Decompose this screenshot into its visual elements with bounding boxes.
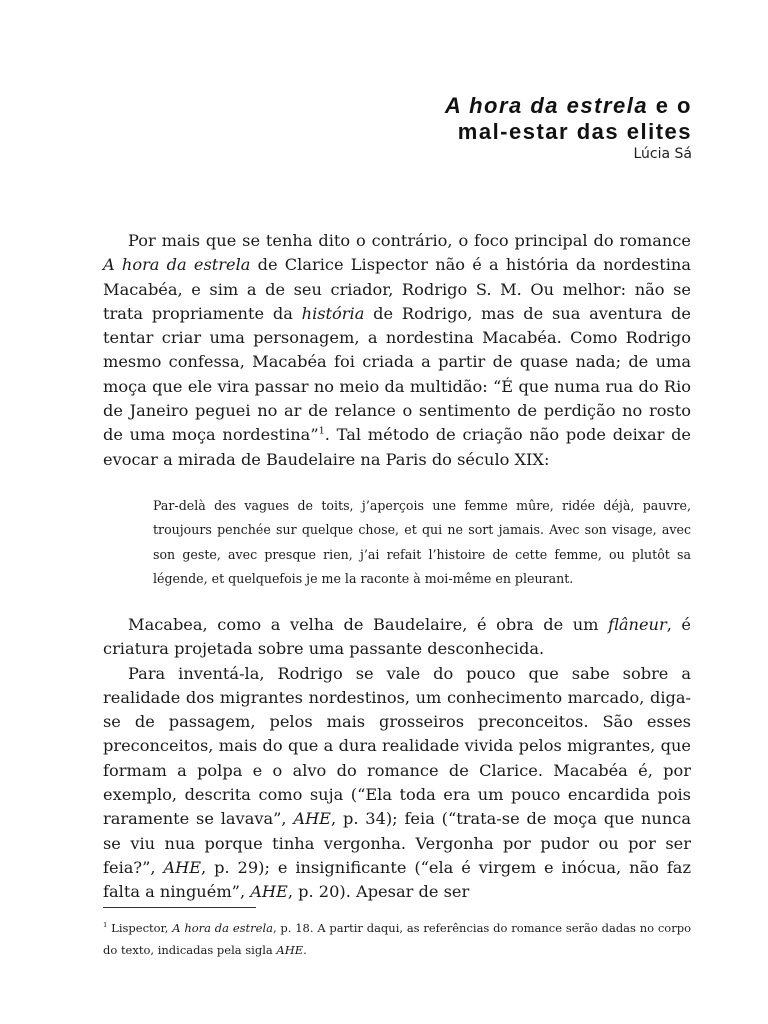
- quote-text: Par-delà des vagues de toits, j’aperçois une femme mûre, ridée déjà, pauvre, troujours penchée sur quelque chose, et qui ne sort jamais. Avec son visage, avec son geste, avec presque rien, j’ai refait l’histoire de cette femme, ou plutôt sa légende, et quelquefois je me la raconte à moi-même en pleurant.: [153, 498, 691, 586]
- text-run: , é criatura projetada sobre uma passante desconhecida.: [103, 615, 692, 659]
- text-run: Para inventá-la, Rodrigo se vale do pouco que sabe sobre a realidade dos migrantes nordestinos, um conhecimento marcado, diga-se de passagem, pelos mais grosseiros preconceitos. São esses preconceitos, mais do que a dura realidade vivida pelos migrantes, que formam a polpa e o alvo do romance de Clarice. Macabéa é, por exemplo, descrita como suja (“Ela toda era um pouco encardida pois raramente se lavava”,: [103, 663, 691, 829]
- text-run: , p. 18. A partir daqui, as referências do romance serão dadas no corpo do texto, indicadas pela sigla: [103, 921, 691, 957]
- paragraph-1: [103, 229, 691, 472]
- author-name: Lúcia Sá: [633, 146, 692, 162]
- title-rest: e o: [648, 93, 692, 118]
- text-run: Macabea, como a velha de Baudelaire, é obra de um: [128, 615, 609, 634]
- article-title-line-1: [445, 93, 692, 119]
- title-italic: A hora da estrela: [444, 93, 649, 118]
- text-run: , p. 29); e insignificante (“ela é virgem e inócua, não faz falta a ninguém”,: [103, 857, 691, 902]
- footnote-number: 1: [103, 921, 108, 930]
- abbreviation-italic: AHE: [250, 882, 288, 902]
- title-block: [445, 93, 692, 163]
- abbreviation-italic: AHE: [293, 809, 331, 829]
- text-run: .: [303, 943, 307, 957]
- text-run: . Tal método de criação não pode deixar de evocar a mirada de Baudelaire na Paris do século XIX:: [103, 425, 692, 469]
- paragraph-2: [103, 613, 691, 662]
- emphasis-italic: flâneur: [608, 615, 667, 634]
- text-run: Lispector,: [107, 921, 173, 935]
- book-title-italic: A hora da estrela: [172, 921, 273, 935]
- abbreviation-italic: AHE: [276, 943, 304, 957]
- block-quote: [153, 494, 691, 591]
- paragraphs-2-3: [103, 613, 691, 905]
- text-run: , p. 34); feia (“trata-se de moça que nunca se viu nua porque tinha vergonha. Vergonha por pudor ou por ser feia?”,: [103, 809, 691, 877]
- text-run: Por mais que se tenha dito o contrário, o foco principal do romance: [128, 231, 691, 250]
- abbreviation-italic: AHE: [163, 857, 202, 877]
- paragraph-3: [103, 662, 691, 905]
- emphasis-italic: história: [301, 303, 365, 323]
- text-run: , p. 20). Apesar de ser: [287, 882, 470, 902]
- article-title-line-2: mal-estar das elites: [457, 119, 692, 144]
- footnote-divider: [103, 907, 256, 908]
- text-run: de Rodrigo, mas de sua aventura de tentar criar uma personagem, a nordestina Macabéa. Como Rodrigo mesmo confessa, Macabéa foi criada a partir de quase nada; de uma moça que ele vira passar no meio da multidão: “É que numa rua do Rio de Janeiro peguei no ar de relance o sentimento de perdição no rosto de uma moça nordestina”: [103, 303, 691, 445]
- book-title-italic: A hora da estrela: [103, 255, 251, 275]
- footnote: [103, 917, 691, 961]
- text-run: de Clarice Lispector não é a história da nordestina Macabéa, e sim a de seu criador, Rodrigo S. M. Ou melhor: não se trata propriamente da: [103, 255, 691, 323]
- footnote-reference[interactable]: 1: [318, 425, 325, 437]
